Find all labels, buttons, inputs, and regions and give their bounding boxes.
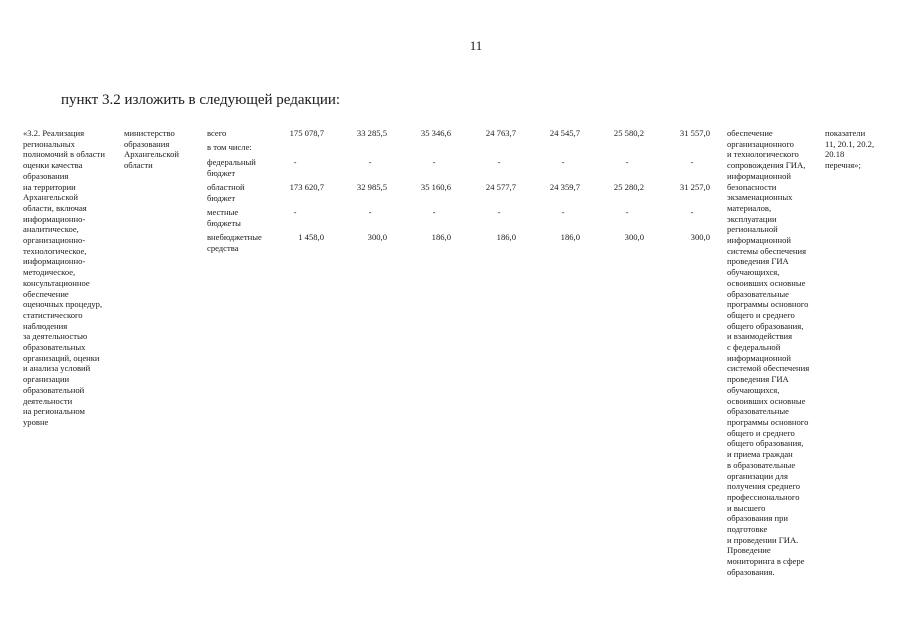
amount-cell: 175 078,7 bbox=[289, 128, 324, 138]
amount-cell: 24 577,7 bbox=[485, 182, 516, 192]
funding-source-label: федеральный бюджет bbox=[207, 157, 256, 178]
amount-cell: 33 285,5 bbox=[356, 128, 387, 138]
expected-result-cell: обеспечение организационного и технологического сопровождения ГИА, информационной безопасности экзаменационных материалов, эксплуатации региональной информационной системы обеспечения проведения ГИА обучающихся, освоивших основные образовательные программы основного общего и среднего общего образования, и взаимодействия с федеральной информационной системой обеспечения проведения ГИА обучающихся, освоивших основные образовательные программы основного общего и среднего общего образования, и приема граждан в образовательные организации для получения среднего профессионального и высшего образования при подготовке и проведении ГИА. Проведение мониторинга в сфере образования. bbox=[727, 128, 810, 577]
amount-cell: - bbox=[432, 207, 436, 217]
funding-source-label: в том числе: bbox=[207, 142, 252, 152]
amount-cell: - bbox=[432, 157, 436, 167]
amount-cell: 24 359,7 bbox=[549, 182, 580, 192]
page-number: 11 bbox=[469, 38, 483, 53]
amount-cell: - bbox=[293, 207, 297, 217]
amount-cell: 32 985,5 bbox=[356, 182, 387, 192]
amount-cell: 35 160,6 bbox=[420, 182, 451, 192]
event-name-cell: «3.2. Реализация региональных полномочий в области оценки качества образования на территории Архангельской области, включая информационно- аналитическое, организационно- технологическое, информационно- методическое, консультационное обеспечение оценочных процедур, статистического наблюдения за деятельностью образовательных организаций, оценки и анализа условий организации образовательной деятельности на региональном уровне bbox=[23, 128, 105, 427]
amount-cell: 186,0 bbox=[560, 232, 580, 242]
amount-cell: - bbox=[625, 157, 629, 167]
amount-cell: 24 545,7 bbox=[549, 128, 580, 138]
amount-cell: - bbox=[368, 157, 372, 167]
amount-cell: - bbox=[497, 157, 501, 167]
amount-cell: 300,0 bbox=[690, 232, 710, 242]
amount-cell: 300,0 bbox=[367, 232, 387, 242]
funding-source-label: внебюджетные средства bbox=[207, 232, 262, 253]
amount-cell: 173 620,7 bbox=[289, 182, 324, 192]
amount-cell: - bbox=[690, 207, 694, 217]
amount-cell: - bbox=[368, 207, 372, 217]
amount-cell: 300,0 bbox=[624, 232, 644, 242]
funding-source-label: местные бюджеты bbox=[207, 207, 241, 228]
amount-cell: - bbox=[293, 157, 297, 167]
funding-source-label: областной бюджет bbox=[207, 182, 245, 203]
executor-cell: министерство образования Архангельской области bbox=[124, 128, 179, 171]
amount-cell: - bbox=[625, 207, 629, 217]
amendment-heading: пункт 3.2 изложить в следующей редакции: bbox=[61, 92, 341, 108]
amount-cell: - bbox=[561, 157, 565, 167]
amount-cell: 186,0 bbox=[496, 232, 516, 242]
amount-cell: 25 280,2 bbox=[613, 182, 644, 192]
amount-cell: 31 257,0 bbox=[679, 182, 710, 192]
funding-source-label: всего bbox=[207, 128, 227, 138]
amount-cell: - bbox=[561, 207, 565, 217]
amount-cell: 186,0 bbox=[431, 232, 451, 242]
amount-cell: 1 458,0 bbox=[298, 232, 324, 242]
amount-cell: 31 557,0 bbox=[679, 128, 710, 138]
amount-cell: 35 346,6 bbox=[420, 128, 451, 138]
amount-cell: 24 763,7 bbox=[485, 128, 516, 138]
amount-cell: - bbox=[690, 157, 694, 167]
amount-cell: 25 580,2 bbox=[613, 128, 644, 138]
amount-cell: - bbox=[497, 207, 501, 217]
indicators-cell: показатели 11, 20.1, 20.2, 20.18 перечня»; bbox=[825, 128, 875, 171]
